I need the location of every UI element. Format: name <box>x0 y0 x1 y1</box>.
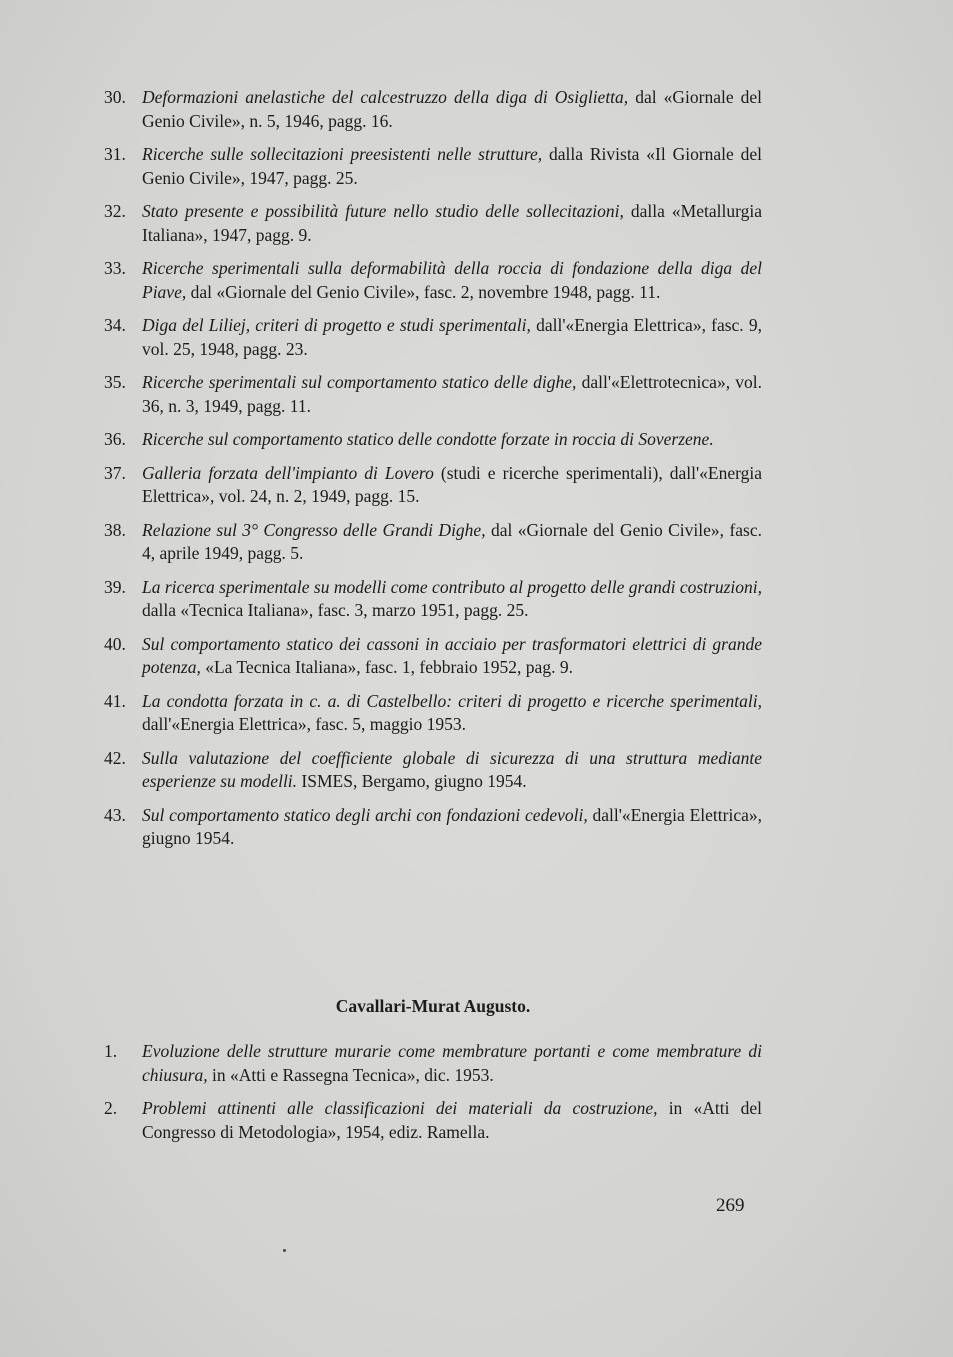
item-title: Ricerche sperimentali sulla deformabilità della roccia di fondazione della diga del Piave, <box>142 258 762 302</box>
item-title: Ricerche sul comportamento statico delle condotte forzate in roccia di Soverzene. <box>142 429 714 449</box>
list-item <box>104 428 762 452</box>
item-source: dal «Giornale del Genio Civile», fasc. 2, novembre 1948, pagg. 11. <box>186 281 661 302</box>
item-title: Deformazioni anelastiche del calcestruzzo della diga di Osiglietta, <box>142 87 629 107</box>
item-number: 43. <box>104 804 126 825</box>
item-number: 37. <box>104 462 126 483</box>
item-source: dall'«Energia Elettrica», fasc. 9, vol. 25, 1948, pagg. 23. <box>142 315 762 359</box>
item-title: Problemi attinenti alle classificazioni dei materiali da costruzione, <box>142 1098 658 1118</box>
list-item <box>104 86 762 133</box>
item-title: Evoluzione delle strutture murarie come membrature portanti e come membrature di chiusura, <box>142 1041 762 1085</box>
item-number: 36. <box>104 429 126 449</box>
item-source: dall'«Energia Elettrica», fasc. 5, maggio 1953. <box>142 714 467 734</box>
list-item <box>104 371 762 418</box>
item-source: dall'«Elettrotecnica», vol. 36, n. 3, 1949, pagg. 11. <box>142 372 763 416</box>
item-source: dalla Rivista «Il Giornale del Genio Civile», 1947, pagg. 25. <box>142 144 763 188</box>
item-source: dall'«Energia Elettrica», giugno 1954. <box>142 804 762 848</box>
bibliography-list-1 <box>104 86 762 861</box>
item-number: 35. <box>104 372 126 392</box>
item-title: Relazione sul 3° Congresso delle Grandi Dighe, <box>142 519 486 540</box>
item-source: dalla «Tecnica Italiana», fasc. 3, marzo 1951, pagg. 25. <box>142 600 529 620</box>
item-source: dal «Giornale del Genio Civile», fasc. 4, aprile 1949, pagg. 5. <box>142 519 762 563</box>
list-item <box>104 257 762 304</box>
item-number: 33. <box>104 258 126 278</box>
item-source: dalla «Metallurgia Italiana», 1947, pagg. 9. <box>142 201 762 245</box>
item-number: 1. <box>104 1041 118 1061</box>
item-number: 40. <box>104 633 126 654</box>
list-item <box>104 519 762 566</box>
item-title: Diga del Liliej, criteri di progetto e studi sperimentali, <box>142 315 531 335</box>
bibliography-list-2 <box>104 1040 762 1154</box>
list-item <box>104 576 762 623</box>
author-heading: Cavallari-Murat Augusto. <box>335 996 531 1016</box>
list-item <box>104 633 762 680</box>
item-number: 32. <box>104 201 126 221</box>
item-number: 31. <box>104 144 126 164</box>
list-item <box>104 143 762 190</box>
item-title: Ricerche sulle sollecitazioni preesistenti nelle strutture, <box>142 144 543 164</box>
item-title: Ricerche sperimentali sul comportamento statico delle dighe, <box>142 372 577 392</box>
list-item <box>104 1097 762 1144</box>
item-source: (studi e ricerche sperimentali), dall'«Energia Elettrica», vol. 24, n. 2, 1949, pagg. 15. <box>142 462 762 506</box>
item-number: 39. <box>104 576 126 597</box>
item-source: in «Atti del Congresso di Metodologia», 1954, ediz. Ramella. <box>142 1098 763 1142</box>
item-title: Galleria forzata dell'impianto di Lovero <box>142 462 434 483</box>
item-source: «La Tecnica Italiana», fasc. 1, febbraio 1952, pag. 9. <box>200 657 573 677</box>
item-title: Sul comportamento statico dei cassoni in acciaio per trasformatori elettrici di grande potenza, <box>142 633 762 677</box>
list-item <box>104 1040 762 1087</box>
list-item <box>104 690 762 737</box>
item-number: 42. <box>104 747 126 768</box>
item-title: La condotta forzata in c. a. di Castelbello: criteri di progetto e ricerche sperimentali, <box>142 690 762 711</box>
list-item <box>104 747 762 794</box>
item-source: in «Atti e Rassegna Tecnica», dic. 1953. <box>207 1064 494 1085</box>
list-item <box>104 804 762 851</box>
item-number: 30. <box>104 87 126 107</box>
item-title: Sul comportamento statico degli archi con fondazioni cedevoli, <box>142 804 588 825</box>
speck <box>283 1249 286 1252</box>
list-item <box>104 462 762 509</box>
item-source: ISMES, Bergamo, giugno 1954. <box>297 771 527 791</box>
item-number: 34. <box>104 315 126 335</box>
item-number: 38. <box>104 519 126 540</box>
page-number: 269 <box>716 1195 745 1216</box>
item-title: Stato presente e possibilità future nello studio delle sollecitazioni, <box>142 201 624 221</box>
item-number: 41. <box>104 690 126 711</box>
item-number: 2. <box>104 1098 118 1118</box>
item-title: La ricerca sperimentale su modelli come contributo al progetto delle grandi costruzioni, <box>142 576 762 597</box>
item-source: dal «Giornale del Genio Civile», n. 5, 1946, pagg. 16. <box>142 87 762 131</box>
item-title: Sulla valutazione del coefficiente globale di sicurezza di una struttura mediante esperienze su modelli. <box>142 747 762 791</box>
list-item <box>104 200 762 247</box>
list-item <box>104 314 762 361</box>
